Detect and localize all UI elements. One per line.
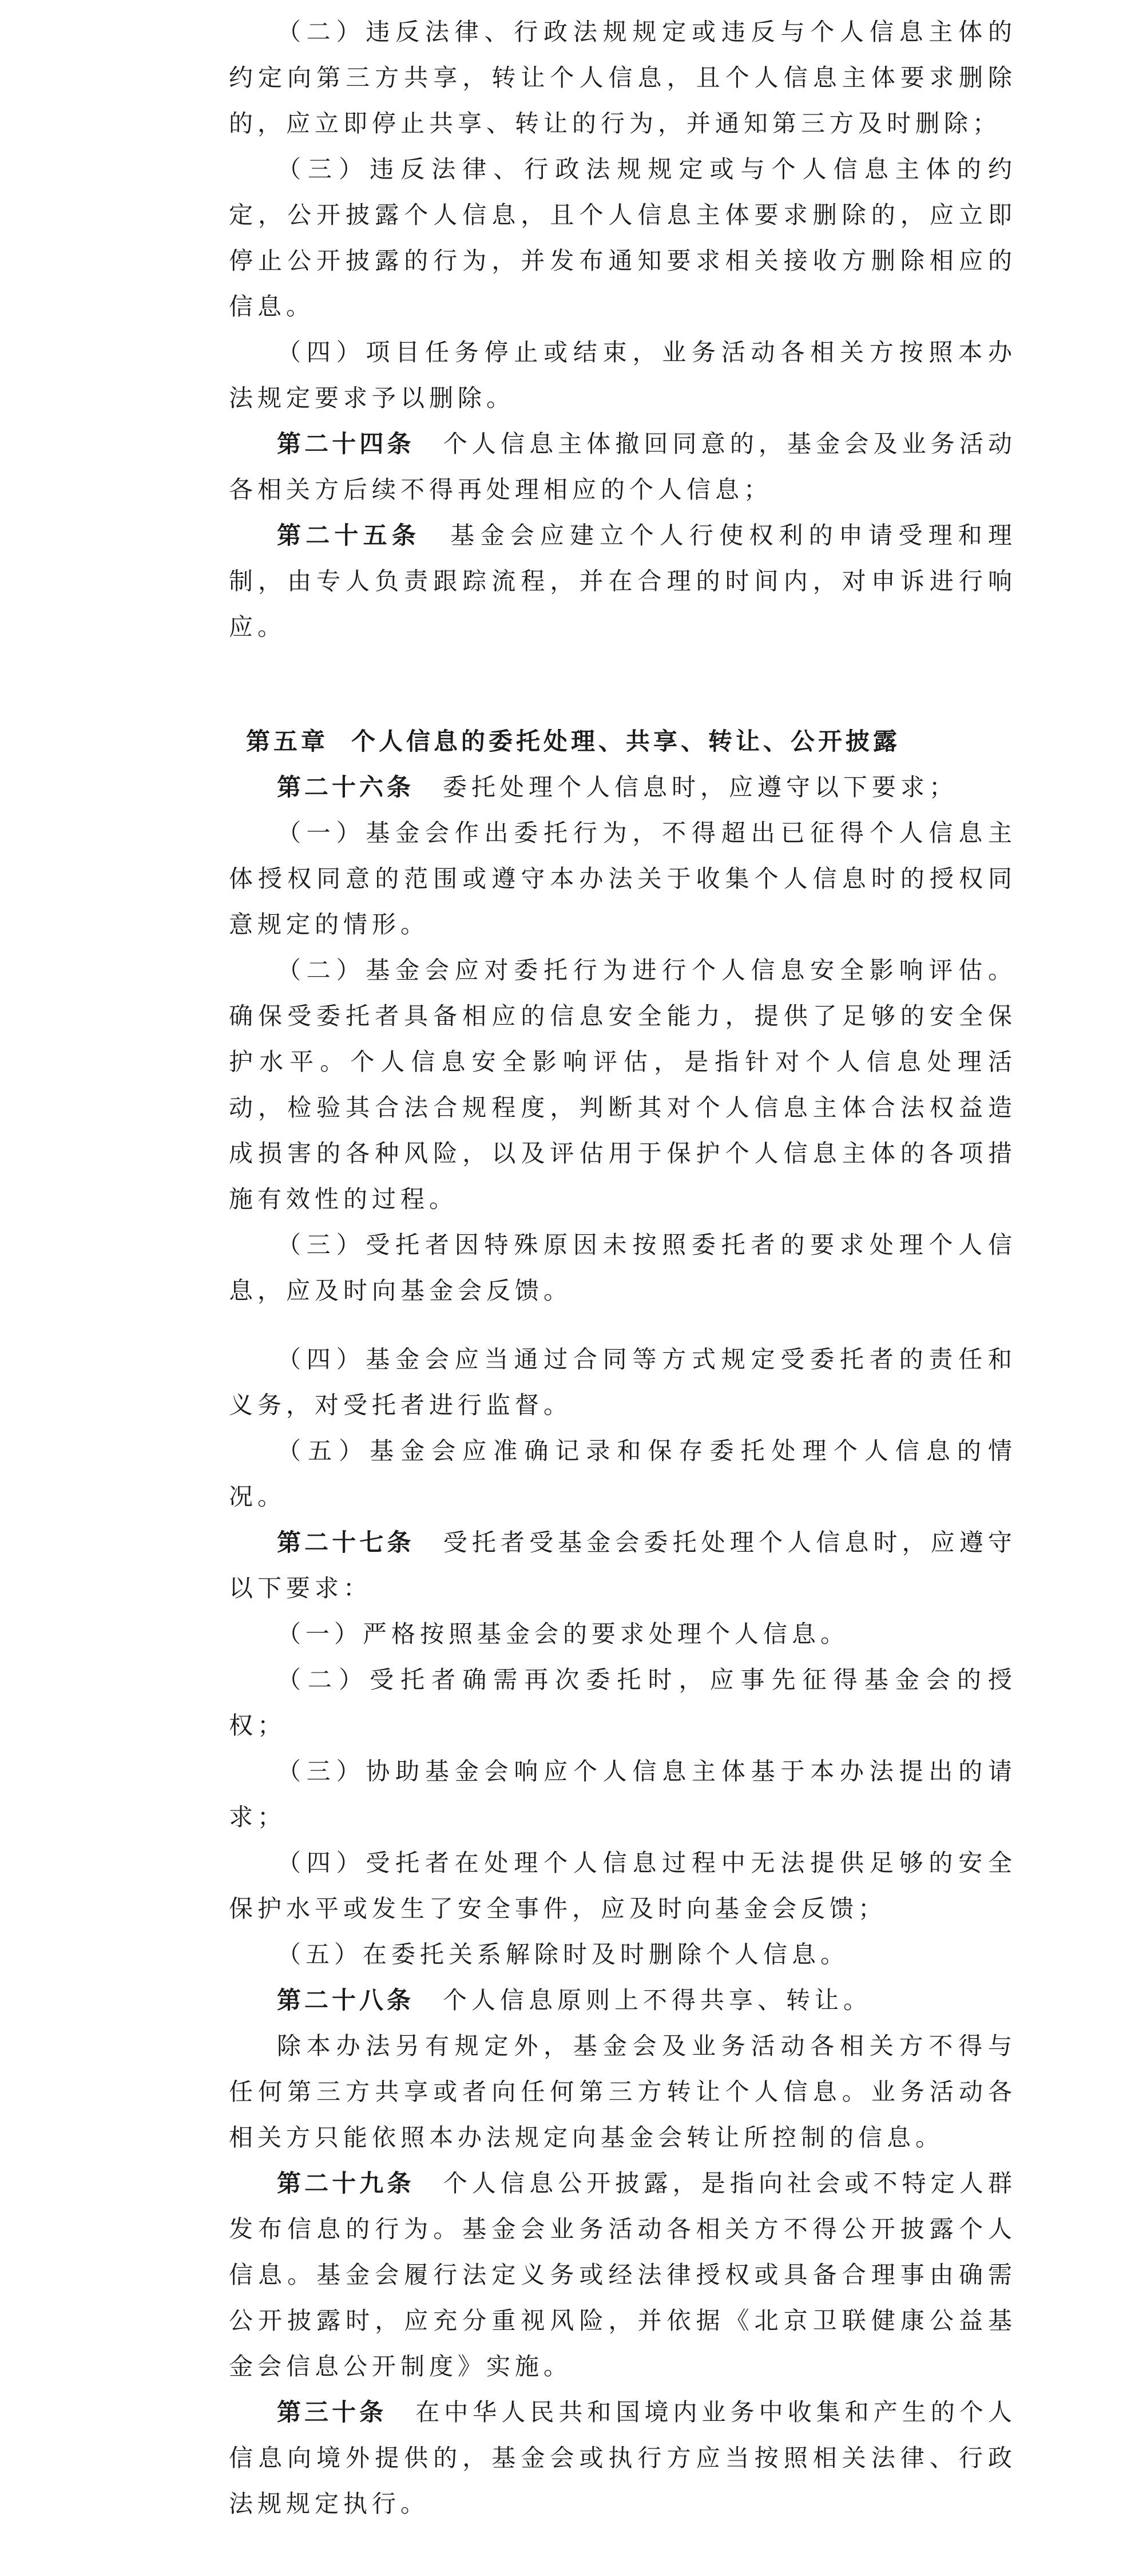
chapter-heading (229, 719, 1017, 764)
paragraph-text: 个人信息原则上不得共享、转让。 (443, 1986, 872, 2014)
paragraph-text: 除本办法另有规定外，基金会及业务活动各相关方不得与任何第三方共享或者向任何第三方转让个人信息。业务活动各相关方只能依照本办法规定向基金会转让所控制的信息。 (229, 2032, 1017, 2151)
paragraph (229, 810, 1017, 948)
paragraph-text: （四）项目任务停止或结束，业务活动各相关方按照本办法规定要求予以删除。 (229, 338, 1017, 412)
paragraph (229, 948, 1017, 1222)
article-number: 第二十七条 (277, 1528, 415, 1556)
paragraph-text: （一）基金会作出委托行为，不得超出已征得个人信息主体授权同意的范围或遵守本办法关于收集个人信息时的授权同意规定的情形。 (229, 819, 1017, 938)
paragraph-text: （二）受托者确需再次委托时，应事先征得基金会的授权； (229, 1666, 1017, 1739)
paragraph (229, 1932, 1017, 1977)
paragraph-text: 委托处理个人信息时，应遵守以下要求； (443, 773, 958, 801)
paragraph (229, 2161, 1017, 2389)
paragraph (229, 2389, 1017, 2527)
paragraph-text: （五）在委托关系解除时及时删除个人信息。 (277, 1940, 850, 1968)
paragraph-text: （三）受托者因特殊原因未按照委托者的要求处理个人信息，应及时向基金会反馈。 (229, 1231, 1017, 1305)
paragraph (229, 330, 1017, 421)
article-number: 第二十九条 (277, 2169, 415, 2197)
section-gap (229, 650, 1017, 719)
article-number: 第二十五条 (277, 521, 421, 549)
paragraph-text: （三）违反法律、行政法规规定或与个人信息主体的约定，公开披露个人信息，且个人信息主体要求删除的，应立即停止公开披露的行为，并发布通知要求相关接收方删除相应的信息。 (229, 155, 1017, 320)
chapter-title: 个人信息的委托处理、共享、转让、公开披露 (351, 727, 901, 755)
paragraph (229, 2023, 1017, 2161)
section-chapter-five (229, 719, 1017, 2527)
section-top (229, 9, 1017, 650)
paragraph-text: 受托者受基金会委托处理个人信息时，应遵守以下要求： (229, 1528, 1017, 1602)
article-number: 第二十四条 (277, 430, 415, 458)
paragraph (229, 421, 1017, 513)
article-number: 第三十条 (277, 2398, 387, 2426)
paragraph-text: （二）违反法律、行政法规规定或违反与个人信息主体的约定向第三方共享，转让个人信息，且个人信息主体要求删除的，应立即停止共享、转让的行为，并通知第三方及时删除； (229, 18, 1017, 137)
paragraph (229, 1428, 1017, 1520)
paragraph (229, 1222, 1017, 1314)
article-number: 第二十六条 (277, 773, 415, 801)
paragraph (229, 1657, 1017, 1749)
paragraph (229, 1977, 1017, 2023)
paragraph (229, 513, 1017, 650)
paragraph-text: 基金会应建立个人行使权利的申请受理和理制，由专人负责跟踪流程，并在合理的时间内，对申诉进行响应。 (229, 521, 1017, 641)
paragraph-gap (229, 1314, 1017, 1337)
paragraph-text: 个人信息主体撤回同意的，基金会及业务活动各相关方后续不得再处理相应的个人信息； (229, 430, 1017, 504)
paragraph-text: （五）基金会应准确记录和保存委托处理个人信息的情况。 (229, 1437, 1017, 1511)
paragraph (229, 1840, 1017, 1932)
paragraph-text: 个人信息公开披露，是指向社会或不特定人群发布信息的行为。基金会业务活动各相关方不得公开披露个人信息。基金会履行法定义务或经法律授权或具备合理事由确需公开披露时，应充分重视风险，并依据《北京卫联健康公益基金会信息公开制度》实施。 (229, 2169, 1017, 2380)
paragraph-text: （三）协助基金会响应个人信息主体基于本办法提出的请求； (229, 1757, 1017, 1831)
paragraph (229, 1520, 1017, 1611)
paragraph-text: （二）基金会应对委托行为进行个人信息安全影响评估。确保受委托者具备相应的信息安全能力，提供了足够的安全保护水平。个人信息安全影响评估，是指针对个人信息处理活动，检验其合法合规程度，判断其对个人信息主体合法权益造成损害的各种风险，以及评估用于保护个人信息主体的各项措施有效性的过程。 (229, 956, 1017, 1213)
chapter-number: 第五章 (246, 727, 329, 755)
paragraph (229, 764, 1017, 810)
paragraph (229, 1337, 1017, 1428)
article-number: 第二十八条 (277, 1986, 415, 2014)
paragraph (229, 1749, 1017, 1840)
paragraph-text: 在中华人民共和国境内业务中收集和产生的个人信息向境外提供的，基金会或执行方应当按照相关法律、行政法规规定执行。 (229, 2398, 1017, 2518)
paragraph (229, 1611, 1017, 1657)
paragraph-text: （四）基金会应当通过合同等方式规定受委托者的责任和义务，对受托者进行监督。 (229, 1345, 1017, 1419)
paragraph (229, 146, 1017, 330)
paragraph-text: （一）严格按照基金会的要求处理个人信息。 (277, 1620, 850, 1648)
paragraph (229, 9, 1017, 146)
paragraph-text: （四）受托者在处理个人信息过程中无法提供足够的安全保护水平或发生了安全事件，应及时向基金会反馈； (229, 1849, 1017, 1923)
